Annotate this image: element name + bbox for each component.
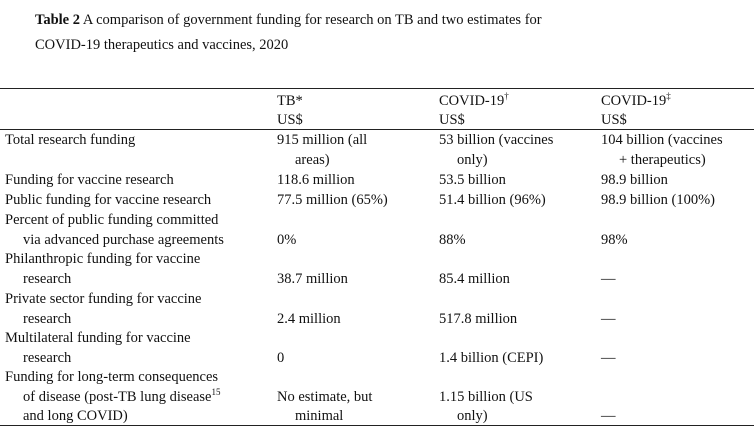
covid-a-value-line1: 53 billion (vaccines <box>439 132 554 148</box>
row-label-line2: research <box>23 270 72 287</box>
row-label-line1: Philanthropic funding for vaccine <box>5 251 201 267</box>
tb-value <box>277 388 432 427</box>
header-tb-unit: US$ <box>277 112 303 128</box>
covid-a-value: 88% <box>439 231 466 248</box>
covid-b-value: — <box>601 408 616 424</box>
tb-value: 38.7 million <box>277 270 348 287</box>
header-covid-a-title: COVID-19 <box>439 93 505 109</box>
covid-a-value: 517.8 million <box>439 310 518 327</box>
header-covid-b-unit: US$ <box>601 112 627 128</box>
covid-b-value: 98% <box>601 231 628 248</box>
covid-a-value: 51.4 billion (96%) <box>439 192 546 208</box>
row-label <box>5 368 270 427</box>
covid-a-value-line1: 1.15 billion (US <box>439 388 533 405</box>
covid-b-value <box>601 131 751 170</box>
row-label-line2: via advanced purchase agreements <box>23 231 224 248</box>
covid-a-value <box>439 131 594 170</box>
header-covid-b-mark: ‡ <box>666 91 671 101</box>
row-label <box>5 211 270 250</box>
tb-value <box>277 131 432 170</box>
row-label-line2: research <box>23 310 72 327</box>
row-label-line1: Private sector funding for vaccine <box>5 291 202 307</box>
row-label-line2-text: of disease (post-TB lung disease <box>23 388 212 405</box>
header-tb-title: TB* <box>277 93 303 109</box>
tb-value-line2: areas) <box>295 151 330 168</box>
row-label: Funding for vaccine research <box>5 172 174 188</box>
covid-b-value: 98.9 billion <box>601 172 668 188</box>
header-rule <box>0 129 754 130</box>
caption-text-line1: A comparison of government funding for research on TB and two estimates for <box>80 12 542 28</box>
covid-a-value: 1.4 billion (CEPI) <box>439 349 544 366</box>
row-label <box>5 290 270 329</box>
row-label-line1: Funding for long-term consequences <box>5 369 219 385</box>
covid-b-value-line2: + therapeutics) <box>619 151 706 168</box>
row-label: Public funding for vaccine research <box>5 192 212 208</box>
header-covid-b <box>601 92 671 130</box>
covid-b-value: — <box>601 270 616 287</box>
tb-value: 118.6 million <box>277 172 355 188</box>
covid-b-value-line1: 104 billion (vaccines <box>601 132 723 148</box>
tb-value: 77.5 million (65%) <box>277 192 388 208</box>
row-label <box>5 329 270 368</box>
covid-b-value: 98.9 billion (100%) <box>601 192 715 208</box>
header-covid-a-mark: † <box>504 91 509 101</box>
covid-b-value: — <box>601 349 616 366</box>
tb-value-line1: 915 million (all <box>277 132 368 148</box>
tb-value: 0% <box>277 231 297 248</box>
row-label-line1: Multilateral funding for vaccine <box>5 330 191 346</box>
covid-a-value-line2: only) <box>457 408 488 424</box>
row-label: Total research funding <box>5 132 136 148</box>
covid-a-value <box>439 388 594 427</box>
bottom-rule <box>0 425 754 426</box>
caption-text-line2: COVID-19 therapeutics and vaccines, 2020 <box>35 37 289 53</box>
footnote-ref: 15 <box>211 386 221 397</box>
top-rule <box>0 88 754 89</box>
header-covid-a-unit: US$ <box>439 112 465 128</box>
header-tb <box>277 92 303 130</box>
table-label: Table 2 <box>35 12 80 28</box>
row-label-line2: research <box>23 349 72 366</box>
tb-value-line1: No estimate, but <box>277 388 373 405</box>
row-label-line2 <box>5 388 270 408</box>
header-covid-a <box>439 92 509 130</box>
tb-value: 0 <box>277 349 285 366</box>
covid-a-value: 53.5 billion <box>439 172 506 188</box>
tb-value-line2: minimal <box>295 408 344 424</box>
row-label <box>5 250 270 289</box>
covid-a-value-line2: only) <box>457 151 488 168</box>
covid-a-value: 85.4 million <box>439 270 510 287</box>
row-label-line1: Percent of public funding committed <box>5 212 219 228</box>
table-caption <box>35 8 735 58</box>
header-covid-b-title: COVID-19 <box>601 93 667 109</box>
covid-b-value: — <box>601 310 616 327</box>
tb-value: 2.4 million <box>277 310 341 327</box>
row-label-line3: and long COVID) <box>23 408 128 424</box>
